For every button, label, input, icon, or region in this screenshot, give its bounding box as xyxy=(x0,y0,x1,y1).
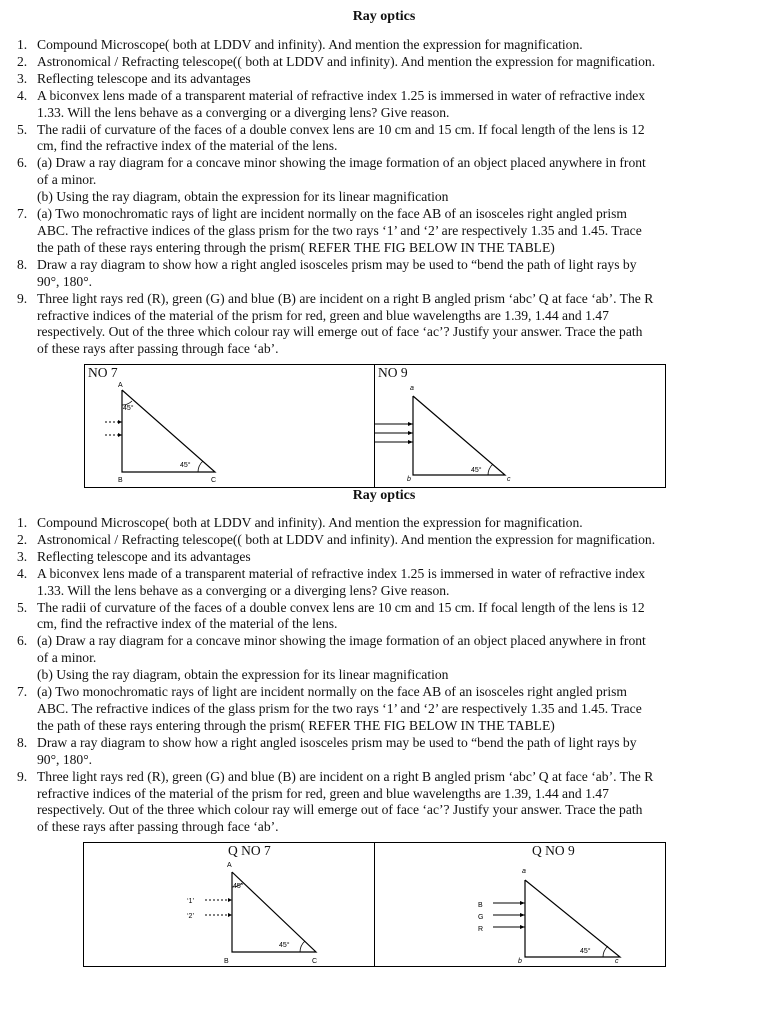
angle-label-A: 45° xyxy=(123,405,134,412)
question-3: 3. Reflecting telescope and its advantages xyxy=(17,70,251,86)
vertex-label-A: A xyxy=(118,382,123,389)
question-8: 8. Draw a ray diagram to show how a right angled isosceles prism may be used to “bend the path of light rays by 90°, 180°. xyxy=(17,734,637,767)
question-3: 3. Reflecting telescope and its advantages xyxy=(17,548,251,564)
question-8: 8. Draw a ray diagram to show how a right angled isosceles prism may be used to “bend the path of light rays by 90°, 180°. xyxy=(17,256,637,289)
figure-cell-qno9 xyxy=(374,843,665,966)
figure-cell-no9 xyxy=(374,365,665,487)
question-7: 7. (a) Two monochromatic rays of light are incident normally on the face AB of an isosceles right angled prism ABC. The refractive indices of the glass prism for the two rays ‘1’ and ‘2’ are respectively 1.35 and 1.45. Trace the path of these rays entering through the prism( REFER THE FIG BELOW IN THE TABLE) xyxy=(17,206,642,255)
question-1: 1. Compound Microscope( both at LDDV and infinity). And mention the expression for magnification. xyxy=(17,37,583,52)
figure-cell-no7 xyxy=(85,365,374,487)
angle-label-c: 45° xyxy=(580,948,591,955)
figure-caption-qno9: Q NO 9 xyxy=(532,843,575,858)
ray-label-G: G xyxy=(478,914,484,921)
figure-caption-qno7: Q NO 7 xyxy=(228,843,271,858)
prism-diagram-q7 xyxy=(105,377,245,487)
page-title: Ray optics xyxy=(352,9,416,24)
vertex-label-A: A xyxy=(227,862,232,869)
angle-label-C: 45° xyxy=(279,942,290,949)
question-4: 4. A biconvex lens made of a transparent material of refractive index 1.25 is immersed in water of refractive index 1.33. Will the lens behave as a converging or a diverging lens? Give reason. xyxy=(17,565,646,598)
worksheet-top xyxy=(0,9,768,358)
prism-diagram-q7-labeled xyxy=(179,857,329,972)
vertex-label-C: C xyxy=(211,477,217,484)
ray-label-R: R xyxy=(478,926,484,933)
figure-table-bottom xyxy=(83,842,666,967)
question-2: 2. Astronomical / Refracting telescope(( both at LDDV and infinity). And mention the expression for magnification. xyxy=(17,531,656,547)
worksheet-bottom xyxy=(0,488,768,836)
question-5: 5. The radii of curvature of the faces of a double convex lens are 10 cm and 15 cm. If focal length of the lens is 12 cm, find the refractive index of the material of the lens. xyxy=(17,599,645,632)
vertex-label-b: b xyxy=(518,958,522,965)
figure-table-top xyxy=(84,364,666,488)
vertex-label-C: C xyxy=(312,958,318,965)
question-6: 6. (a) Draw a ray diagram for a concave minor showing the image formation of an object placed anywhere in front of a minor. (b) Using the ray diagram, obtain the expression for its linear magnification xyxy=(17,633,646,683)
question-9: 9. Three light rays red (R), green (G) and blue (B) are incident on a right B angled prism ‘abc’ Q at face ‘ab’. The R refractive indices of the material of the prism for red, green and blue wavelengths are 1.39, 1.44 and 1.47 respectively. Out of the three which colour ray will emerge out of face ‘ac’? Justify your answer. Trace the path of these rays after passing through face ‘ab’. xyxy=(17,290,654,357)
vertex-label-B: B xyxy=(224,958,229,965)
vertex-label-a: a xyxy=(410,385,414,392)
vertex-label-c: c xyxy=(507,476,511,483)
ray-label-2: ‘2’ xyxy=(187,913,195,920)
question-list-repeat xyxy=(0,515,768,836)
question-list xyxy=(0,37,768,358)
question-6: 6. (a) Draw a ray diagram for a concave minor showing the image formation of an object placed anywhere in front of a minor. (b) Using the ray diagram, obtain the expression for its linear magnification xyxy=(17,155,646,205)
vertex-label-c: c xyxy=(615,958,619,965)
figure-caption-no9: NO 9 xyxy=(378,365,408,380)
figure-caption-no7: NO 7 xyxy=(88,365,118,380)
angle-label-C: 45° xyxy=(180,462,191,469)
question-1: 1. Compound Microscope( both at LDDV and infinity). And mention the expression for magnification. xyxy=(17,515,583,530)
page-title-repeat: Ray optics xyxy=(352,488,416,503)
vertex-label-b: b xyxy=(407,476,411,483)
question-2: 2. Astronomical / Refracting telescope(( both at LDDV and infinity). And mention the expression for magnification. xyxy=(17,53,656,69)
angle-label-A: 45° xyxy=(233,883,244,890)
prism-diagram-q9 xyxy=(375,377,525,487)
ray-label-1: ‘1’ xyxy=(187,898,195,905)
ray-label-B: B xyxy=(478,902,483,909)
vertex-label-B: B xyxy=(118,477,123,484)
question-7: 7. (a) Two monochromatic rays of light are incident normally on the face AB of an isosceles right angled prism ABC. The refractive indices of the glass prism for the two rays ‘1’ and ‘2’ are respectively 1.35 and 1.45. Trace the path of these rays entering through the prism( REFER THE FIG BELOW IN THE TABLE) xyxy=(17,684,642,733)
vertex-label-a: a xyxy=(522,868,526,875)
question-5: 5. The radii of curvature of the faces of a double convex lens are 10 cm and 15 cm. If focal length of the lens is 12 cm, find the refractive index of the material of the lens. xyxy=(17,121,645,154)
prism-diagram-q9-labeled xyxy=(475,857,655,977)
figure-cell-qno7 xyxy=(84,843,374,966)
question-4: 4. A biconvex lens made of a transparent material of refractive index 1.25 is immersed in water of refractive index 1.33. Will the lens behave as a converging or a diverging lens? Give reason. xyxy=(17,87,646,120)
angle-label-c: 45° xyxy=(471,467,482,474)
question-9: 9. Three light rays red (R), green (G) and blue (B) are incident on a right B angled prism ‘abc’ Q at face ‘ab’. The R refractive indices of the material of the prism for red, green and blue wavelengths are 1.39, 1.44 and 1.47 respectively. Out of the three which colour ray will emerge out of face ‘ac’? Justify your answer. Trace the path of these rays after passing through face ‘ab’. xyxy=(17,768,654,835)
